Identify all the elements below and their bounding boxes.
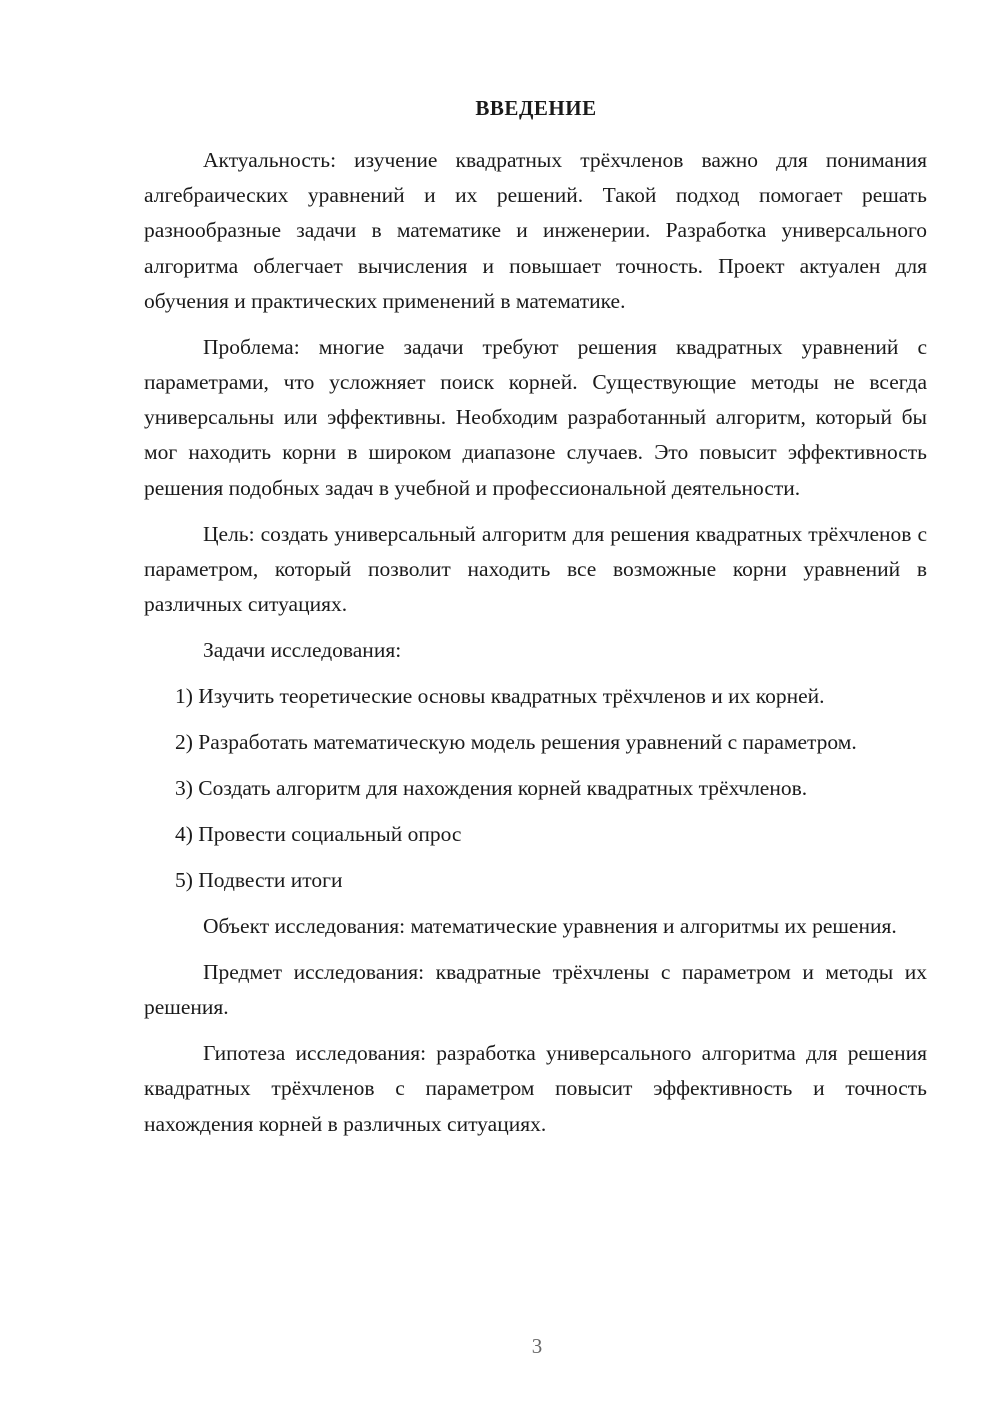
task-item-2: 2) Разработать математическую модель решения уравнений с параметром. (175, 730, 857, 755)
paragraph-relevance: Актуальность: изучение квадратных трёхчленов важно для понимания алгебраических уравнений и их решений. Такой подход помогает решать разнообразные задачи в математике и инженерии. Разработка универсального алгоритма облегчает вычисления и повышает точность. Проект актуален для обучения и практических применений в математике. (144, 148, 927, 313)
section-title: ВВЕДЕНИЕ (475, 96, 597, 120)
paragraph-object: Объект исследования: математические уравнения и алгоритмы их решения. (203, 914, 897, 939)
task-item-3: 3) Создать алгоритм для нахождения корней квадратных трёхчленов. (175, 776, 808, 801)
body-text (144, 143, 927, 1142)
page-number: 3 (531, 1334, 543, 1358)
paragraph-goal: Цель: создать универсальный алгоритм для решения квадратных трёхчленов с параметром, который позволит находить все возможные корни уравнений в различных ситуациях. (144, 521, 927, 617)
task-item-1: 1) Изучить теоретические основы квадратных трёхчленов и их корней. (175, 684, 825, 709)
task-item-5: 5) Подвести итоги (175, 868, 343, 893)
paragraph-tasks-heading: Задачи исследования: (203, 638, 402, 663)
task-item-4: 4) Провести социальный опрос (175, 822, 462, 847)
paragraph-subject: Предмет исследования: квадратные трёхчлены с параметром и методы их решения. (144, 960, 927, 1020)
paragraph-hypothesis: Гипотеза исследования: разработка универсального алгоритма для решения квадратных трёхчленов с параметром повысит эффективность и точность нахождения корней в различных ситуациях. (144, 1041, 927, 1136)
paragraph-problem: Проблема: многие задачи требуют решения квадратных уравнений с параметрами, что усложняет поиск корней. Существующие методы не всегда универсальны или эффективны. Необходим разработанный алгоритм, который бы мог находить корни в широком диапазоне случаев. Это повысит эффективность решения подобных задач в учебной и профессиональной деятельности. (144, 334, 927, 500)
